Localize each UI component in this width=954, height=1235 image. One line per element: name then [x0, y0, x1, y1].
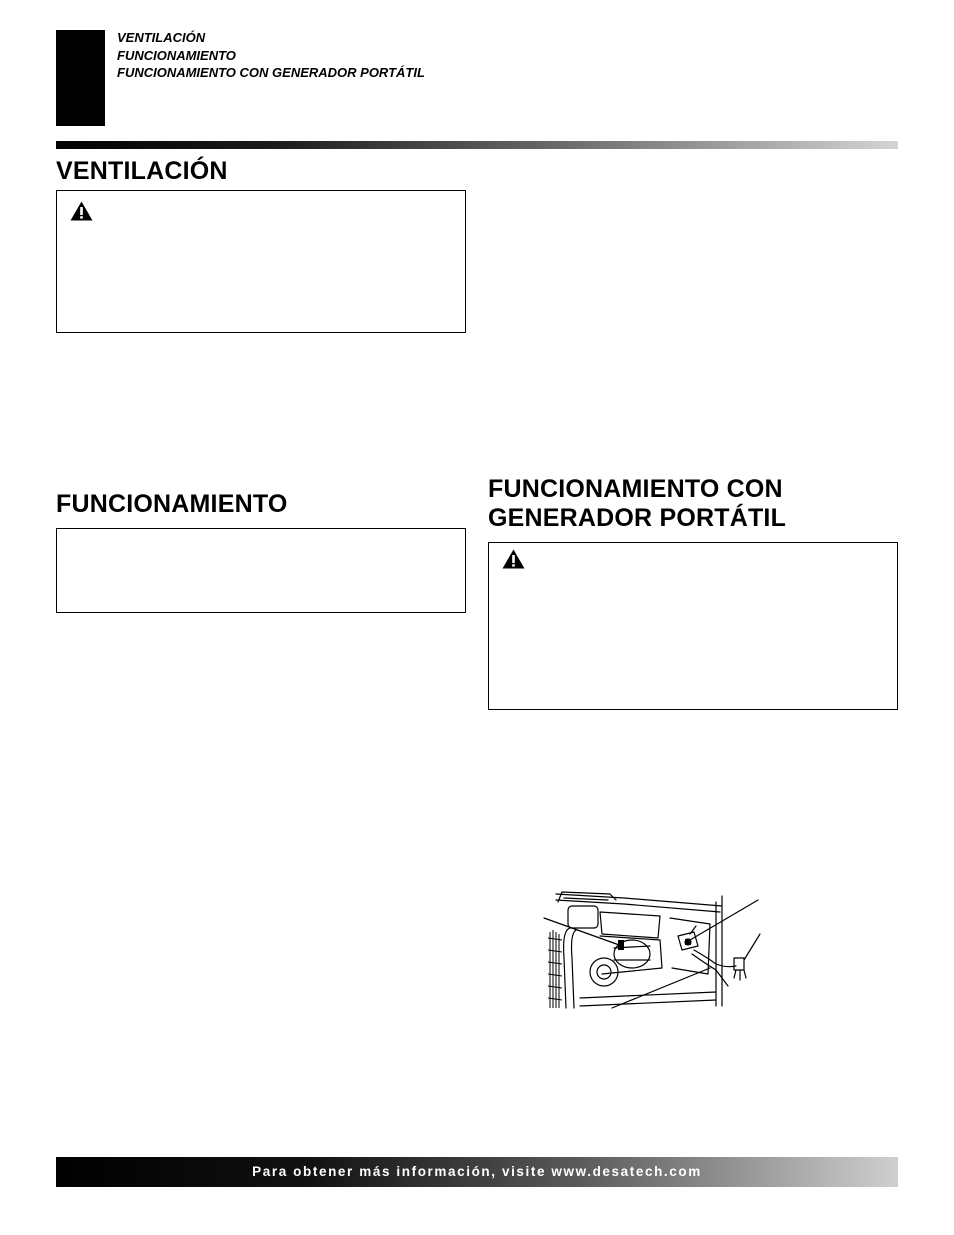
generador-title-line1: FUNCIONAMIENTO CON [488, 475, 783, 503]
generator-figure [540, 888, 764, 1014]
ventilacion-title: VENTILACIÓN [56, 157, 228, 185]
footer-bar [56, 1157, 898, 1187]
header-line-ventilacion: VENTILACIÓN [117, 30, 206, 45]
funcionamiento-notice-box [56, 528, 466, 613]
footer-website-link[interactable]: Para obtener más información, visite www.desatech.com [252, 1164, 702, 1179]
header-section-list [117, 29, 425, 82]
header-line-funcionamiento: FUNCIONAMIENTO [117, 47, 236, 63]
header-line-generador: FUNCIONAMIENTO CON GENERADOR PORTÁTIL [117, 65, 425, 80]
warning-triangle-icon [70, 201, 93, 221]
generador-warning-box [488, 542, 898, 710]
warning-triangle-icon [502, 549, 525, 569]
ventilacion-warning-box [56, 190, 466, 333]
generador-title [488, 475, 786, 533]
generador-title-line2: GENERADOR PORTÁTIL [488, 504, 787, 532]
funcionamiento-title: FUNCIONAMIENTO [56, 490, 288, 518]
top-gradient-rule [56, 141, 898, 149]
section-tab-block [56, 30, 105, 126]
